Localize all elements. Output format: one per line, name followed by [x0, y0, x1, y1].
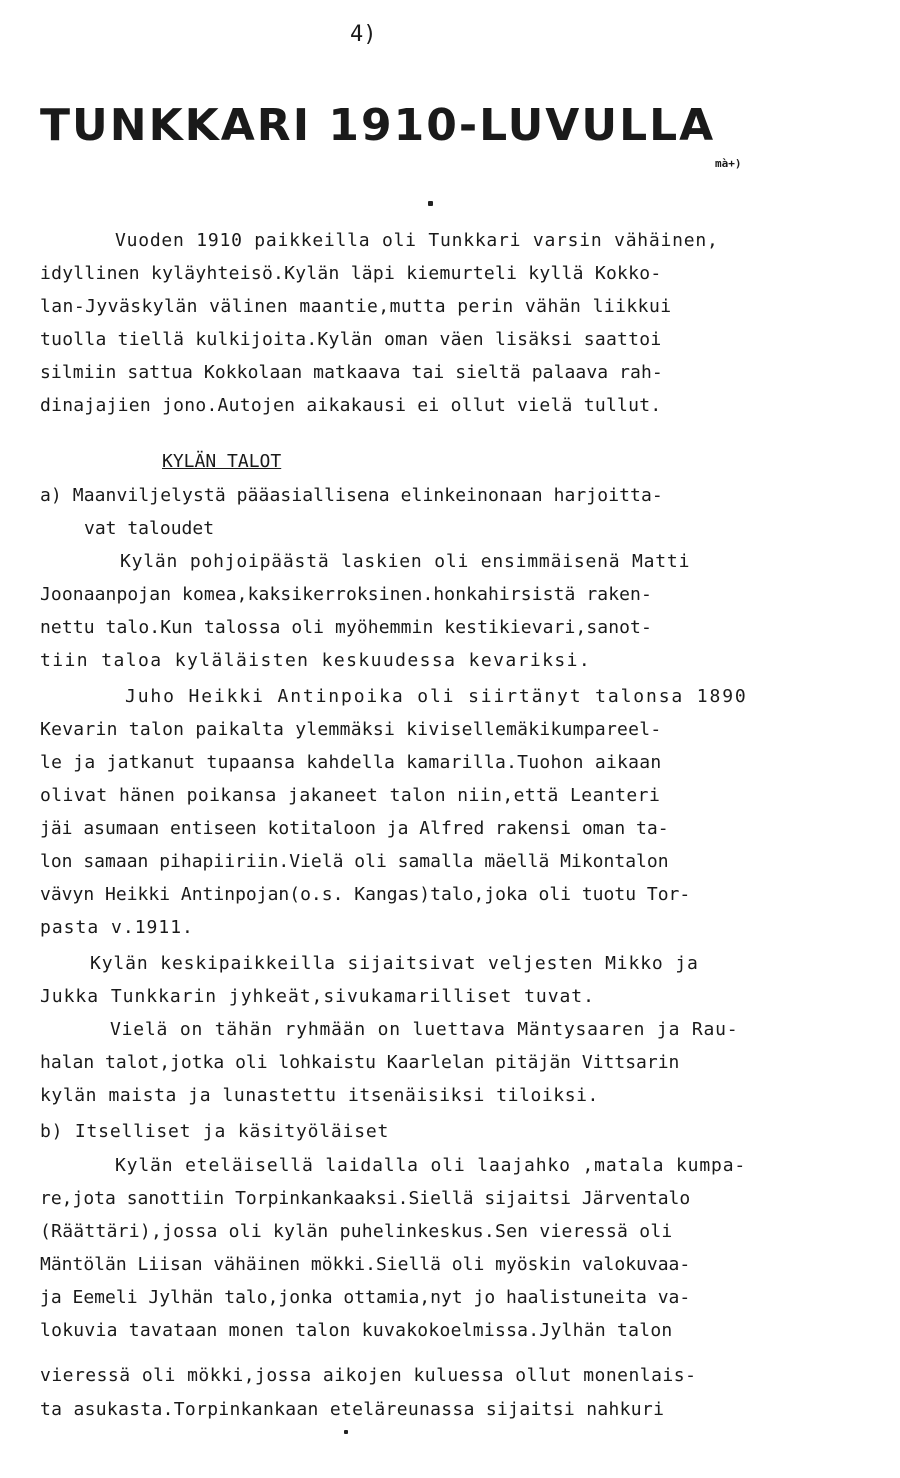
- text-line: olivat hänen poikansa jakaneet talon niin,että Leanteri: [40, 785, 661, 806]
- text-line: re,jota sanottiin Torpinkankaaksi.Siellä sijaitsi Järventalo: [40, 1188, 691, 1209]
- ink-dot: [428, 201, 433, 206]
- text-line: Mäntölän Liisan vähäinen mökki.Siellä oli myöskin valokuvaa-: [40, 1254, 691, 1275]
- section-heading: KYLÄN TALOT: [162, 451, 282, 472]
- text-line: a) Maanviljelystä pääasiallisena elinkeinonaan harjoitta-: [40, 485, 663, 506]
- text-line: jäi asumaan entiseen kotitaloon ja Alfred rakensi oman ta-: [40, 818, 669, 839]
- text-line: pasta v.1911.: [40, 917, 194, 938]
- section-heading: b) Itselliset ja käsityöläiset: [40, 1121, 390, 1142]
- text-line: Juho Heikki Antinpoika oli siirtänyt talonsa 1890: [125, 686, 748, 707]
- ink-dot: [344, 1430, 348, 1434]
- text-line: (Räättäri),jossa oli kylän puhelinkeskus.Sen vieressä oli: [40, 1221, 673, 1242]
- page-number: 4): [350, 22, 377, 47]
- text-line: dinajajien jono.Autojen aikakausi ei ollut vielä tullut.: [40, 395, 662, 416]
- text-line: vat taloudet: [84, 518, 215, 539]
- text-line: nettu talo.Kun talossa oli myöhemmin kestikievari,sanot-: [40, 617, 652, 638]
- text-line: Vuoden 1910 paikkeilla oli Tunkkari varsin vähäinen,: [115, 230, 719, 251]
- text-line: ja Eemeli Jylhän talo,jonka ottamia,nyt jo haalistuneita va-: [40, 1287, 691, 1308]
- text-line: silmiin sattua Kokkolaan matkaava tai sieltä palaava rah-: [40, 362, 663, 383]
- page-title: TUNKKARI 1910-LUVULLA: [40, 100, 716, 151]
- text-line: le ja jatkanut tupaansa kahdella kamarilla.Tuohon aikaan: [40, 752, 662, 773]
- text-line: halan talot,jotka oli lohkaistu Kaarlelan pitäjän Vittsarin: [40, 1052, 680, 1073]
- text-line: Kylän eteläisellä laidalla oli laajahko ,matala kumpa-: [115, 1155, 747, 1176]
- text-line: tuolla tiellä kulkijoita.Kylän oman väen lisäksi saattoi: [40, 329, 662, 350]
- text-line: tiin taloa kyläläisten keskuudessa kevariksi.: [40, 650, 592, 671]
- text-line: Jukka Tunkkarin jyhkeät,sivukamarilliset tuvat.: [40, 986, 595, 1007]
- text-line: idyllinen kyläyhteisö.Kylän läpi kiemurteli kyllä Kokko-: [40, 263, 662, 284]
- text-line: vieressä oli mökki,jossa aikojen kuluessa ollut monenlais-: [40, 1365, 697, 1386]
- handwritten-mark: mà+): [715, 157, 742, 170]
- text-line: lan-Jyväskylän välinen maantie,mutta perin vähän liikkui: [40, 296, 672, 317]
- text-line: kylän maista ja lunastettu itsenäisiksi tiloiksi.: [40, 1085, 599, 1106]
- text-line: Kevarin talon paikalta ylemmäksi kivisellemäkikumpareel-: [40, 719, 662, 740]
- text-line: lokuvia tavataan monen talon kuvakokoelmissa.Jylhän talon: [40, 1320, 673, 1341]
- text-line: lon samaan pihapiiriin.Vielä oli samalla mäellä Mikontalon: [40, 851, 669, 872]
- text-line: Joonaanpojan komea,kaksikerroksinen.honkahirsistä raken-: [40, 584, 652, 605]
- text-line: vävyn Heikki Antinpojan(o.s. Kangas)talo,joka oli tuotu Tor-: [40, 884, 691, 905]
- text-line: ta asukasta.Torpinkankaan eteläreunassa sijaitsi nahkuri: [40, 1399, 665, 1420]
- text-line: Kylän pohjoipäästä laskien oli ensimmäisenä Matti: [120, 551, 691, 572]
- text-line: Kylän keskipaikkeilla sijaitsivat veljesten Mikko ja: [90, 953, 699, 974]
- text-line: Vielä on tähän ryhmään on luettava Mäntysaaren ja Rau-: [110, 1019, 739, 1040]
